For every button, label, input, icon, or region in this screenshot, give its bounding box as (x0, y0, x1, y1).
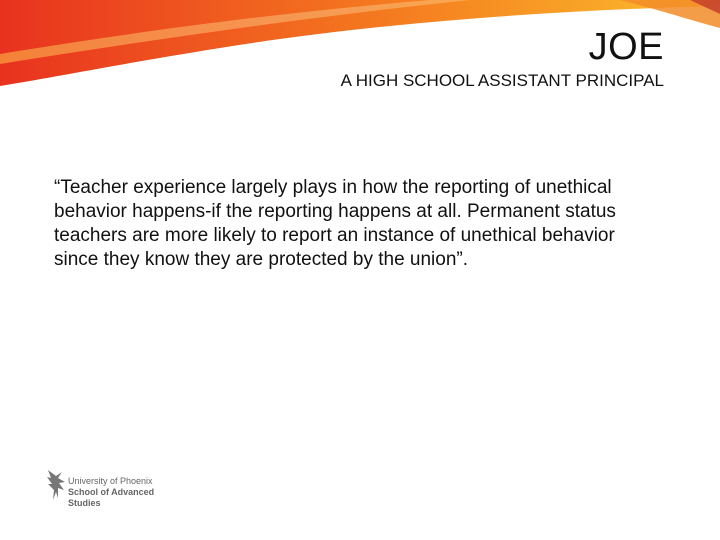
logo-line-1: University of Phoenix (68, 476, 153, 486)
university-logo (44, 468, 184, 516)
quote-text: “Teacher experience largely plays in how the reporting of unethical behavior happens-if the reporting happens at all. Permanent status teachers are more likely to report an instance of unethical behavior since they know they are protected by the union”. (54, 177, 616, 270)
logo-text (68, 476, 154, 509)
phoenix-logo-icon (44, 468, 68, 502)
logo-line-2: School of Advanced (68, 487, 155, 497)
slide-subtitle: A HIGH SCHOOL ASSISTANT PRINCIPAL (340, 71, 664, 90)
logo-line-3: Studies (68, 498, 101, 508)
slide-title: JOE (588, 26, 664, 68)
